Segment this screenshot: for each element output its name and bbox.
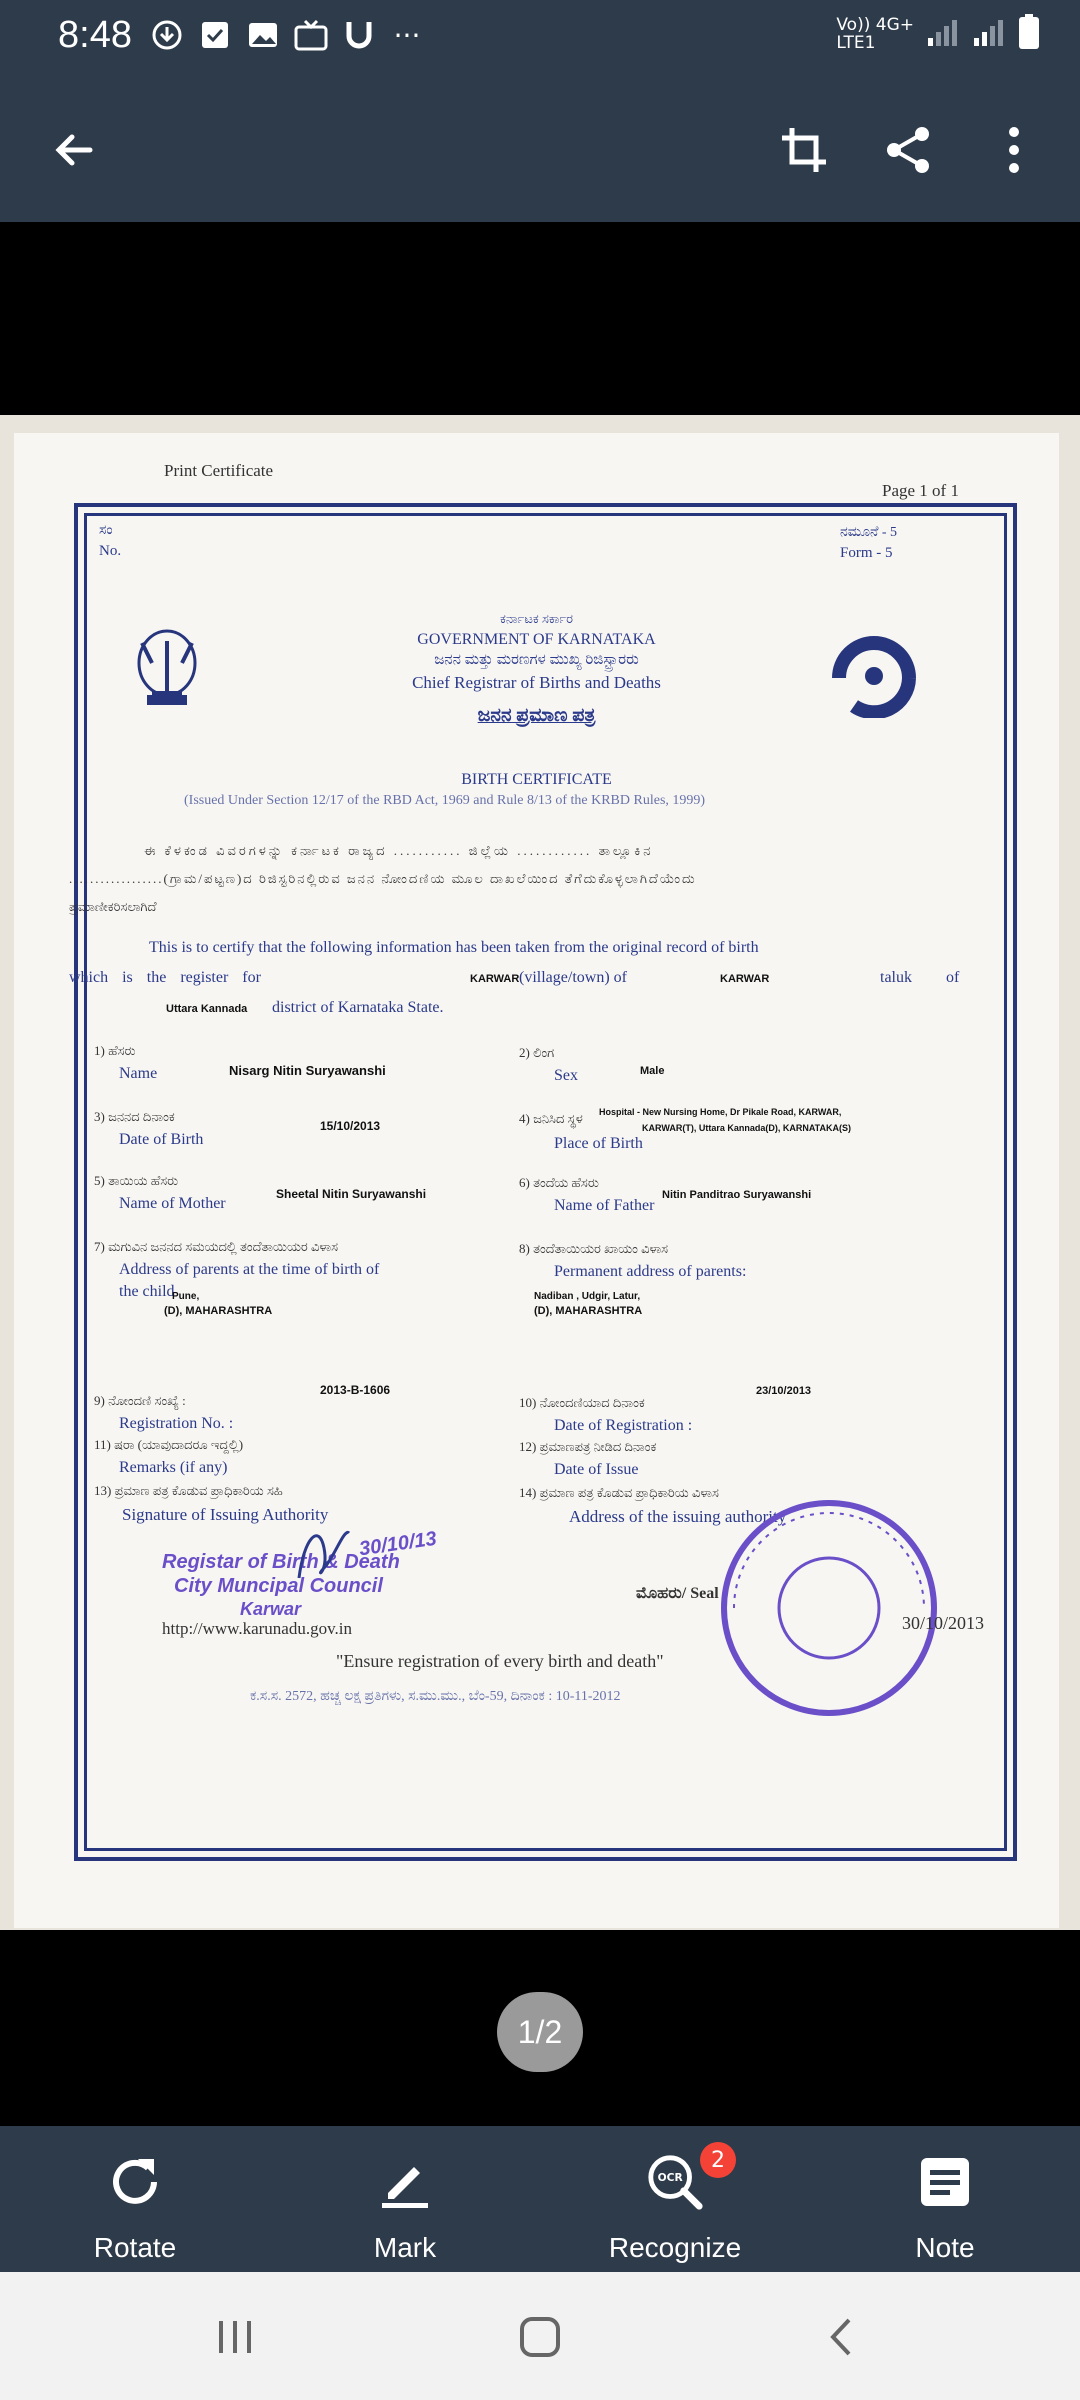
network-top: Vo)) 4G+ bbox=[836, 15, 914, 35]
f5-kn: 5) ತಾಯಿಯ ಹೆಸರು bbox=[94, 1173, 179, 1188]
f6-label: Name of Father bbox=[554, 1197, 655, 1214]
f10-value: 23/10/2013 bbox=[756, 1385, 812, 1397]
status-time: 8:48 bbox=[58, 14, 132, 56]
share-icon bbox=[882, 124, 934, 176]
f4-value-1: Hospital - New Nursing Home, Dr Pikale Road, KARWAR, bbox=[599, 1107, 842, 1117]
share-button[interactable] bbox=[866, 108, 950, 192]
f4-value-2: KARWAR(T), Uttara Kannada(D), KARNATAKA(S) bbox=[642, 1123, 851, 1133]
f13-label: Signature of Issuing Authority bbox=[122, 1505, 329, 1524]
more-notifications-icon: ··· bbox=[393, 18, 421, 52]
registrar-stamp-line-3: Karwar bbox=[240, 1599, 302, 1619]
system-back-button[interactable] bbox=[806, 2302, 876, 2372]
certify-line-2b: (village/town) of bbox=[519, 969, 627, 986]
recent-apps-button[interactable] bbox=[200, 2302, 270, 2372]
registrar-stamp-line-1: Registar of Birth & Death bbox=[162, 1551, 400, 1573]
f8-value-2: (D), MAHARASHTRA bbox=[534, 1305, 643, 1317]
u-app-icon bbox=[342, 18, 376, 52]
f2-kn: 2) ಲಿಂಗ bbox=[519, 1045, 555, 1060]
certify-line-3: district of Karnataka State. bbox=[272, 999, 444, 1016]
f7-label-1: Address of parents at the time of birth of bbox=[119, 1261, 380, 1278]
f5-value: Sheetal Nitin Suryawanshi bbox=[276, 1187, 427, 1201]
f12-label: Date of Issue bbox=[554, 1461, 639, 1478]
issue-date: 30/10/2013 bbox=[902, 1613, 985, 1633]
f10-label: Date of Registration : bbox=[554, 1417, 693, 1434]
form-label: Form - 5 bbox=[840, 545, 893, 561]
f6-value: Nitin Panditrao Suryawanshi bbox=[662, 1189, 812, 1201]
home-icon bbox=[517, 2314, 563, 2360]
f2-label: Sex bbox=[554, 1067, 578, 1084]
network-label bbox=[836, 16, 914, 52]
f1-label: Name bbox=[119, 1065, 158, 1082]
battery-icon bbox=[1018, 14, 1040, 54]
f8-label: Permanent address of parents: bbox=[554, 1263, 747, 1280]
seal-label: ಮೊಹರು/ Seal bbox=[636, 1585, 719, 1602]
svg-text:OCR: OCR bbox=[657, 2171, 683, 2185]
f7-value-2: (D), MAHARASHTRA bbox=[164, 1305, 273, 1317]
bottom-action-bar bbox=[0, 2126, 1080, 2272]
f9-value: 2013-B-1606 bbox=[320, 1383, 391, 1397]
page-indicator: 1/2 bbox=[497, 1992, 583, 2072]
note-icon bbox=[915, 2152, 975, 2212]
note-button[interactable] bbox=[810, 2126, 1080, 2272]
f3-value: 15/10/2013 bbox=[320, 1119, 381, 1133]
signature-date: 30/10/13 bbox=[357, 1527, 438, 1561]
f3-kn: 3) ಜನನದ ದಿನಾಂಕ bbox=[94, 1109, 175, 1124]
more-options-button[interactable] bbox=[972, 108, 1056, 192]
ocr-icon bbox=[645, 2152, 705, 2212]
certify-district: Uttara Kannada bbox=[166, 1003, 248, 1015]
system-icons bbox=[836, 14, 1040, 54]
f7-kn: 7) ಮಗುವಿನ ಜನನದ ಸಮಯದಲ್ಲಿ ತಂದೆತಾಯಿಯರ ವಿಳಾಸ bbox=[94, 1239, 338, 1254]
f5-label: Name of Mother bbox=[119, 1195, 226, 1212]
mark-button[interactable] bbox=[270, 2126, 540, 2272]
registrar-kn: ಜನನ ಮತ್ತು ಮರಣಗಳ ಮುಖ್ಯ ರಿಜಿಸ್ಟ್ರಾರರು bbox=[434, 652, 639, 668]
kn-line-2: ..................(ಗ್ರಾಮ/ಪಟ್ಟಣ)ದ ರಿಜಿಸ್ಟರಿನಲ್ಲಿರುವ ಜನನ ನೋಂದಣಿಯ ಮೂಲ ದಾಖಲೆಯಿಂದ ತೆಗೆದುಕೊಳ್ಳಲಾಗಿದೆಯೆಂದು bbox=[69, 871, 697, 886]
signal-icon bbox=[926, 16, 960, 52]
chevron-left-icon bbox=[821, 2314, 861, 2360]
f8-kn: 8) ತಂದೆತಾಯಿಯರ ಖಾಯಂ ವಿಳಾಸ bbox=[519, 1241, 669, 1256]
certify-village: KARWAR bbox=[470, 973, 520, 985]
form-kn: ನಮೂನೆ - 5 bbox=[840, 525, 898, 540]
certify-line-2a: which is the register for bbox=[69, 969, 261, 986]
recognize-label: Recognize bbox=[608, 2232, 742, 2263]
back-button[interactable] bbox=[32, 108, 116, 192]
checkbox-icon bbox=[198, 18, 232, 52]
certify-taluk: KARWAR bbox=[720, 973, 770, 985]
f7-value-1: Pune, bbox=[172, 1291, 200, 1302]
f10-kn: 10) ನೋಂದಣಿಯಾದ ದಿನಾಂಕ bbox=[519, 1395, 645, 1410]
download-icon bbox=[150, 18, 184, 52]
f12-kn: 12) ಪ್ರಮಾಣಪತ್ರ ನೀಡಿದ ದಿನಾಂಕ bbox=[519, 1439, 657, 1454]
rotate-label: Rotate bbox=[93, 2232, 177, 2263]
f2-value: Male bbox=[640, 1065, 665, 1077]
mark-label: Mark bbox=[373, 2232, 437, 2263]
registrar-en: Chief Registrar of Births and Deaths bbox=[412, 673, 661, 692]
no-label: No. bbox=[99, 543, 122, 559]
cert-en: BIRTH CERTIFICATE bbox=[461, 771, 612, 788]
document-image[interactable] bbox=[0, 415, 1080, 1930]
status-bar bbox=[0, 0, 1080, 76]
website: http://www.karunadu.gov.in bbox=[162, 1619, 352, 1638]
no-kn: ಸಂ bbox=[99, 523, 113, 538]
f11-label: Remarks (if any) bbox=[119, 1459, 228, 1476]
round-seal-icon bbox=[714, 1493, 944, 1727]
crop-icon bbox=[778, 124, 830, 176]
f4-kn: 4) ಜನಿಸಿದ ಸ್ಥಳ bbox=[519, 1111, 583, 1126]
pen-icon bbox=[375, 2152, 435, 2212]
cert-kn: ಜನನ ಪ್ರಮಾಣ ಪತ್ರ bbox=[477, 705, 596, 726]
system-nav-bar bbox=[0, 2272, 1080, 2400]
ensure-text: "Ensure registration of every birth and death" bbox=[336, 1651, 664, 1671]
more-vertical-icon bbox=[1004, 124, 1024, 176]
f11-kn: 11) ಷರಾ (ಯಾವುದಾದರೂ ಇದ್ದಲ್ಲಿ) bbox=[94, 1437, 244, 1452]
f1-value: Nisarg Nitin Suryawanshi bbox=[229, 1063, 386, 1078]
signature-scribble-icon bbox=[289, 1518, 359, 1592]
notification-icons bbox=[150, 18, 424, 52]
f14-kn: 14) ಪ್ರಮಾಣ ಪತ್ರ ಕೊಡುವ ಪ್ರಾಧಿಕಾರಿಯ ವಿಳಾಸ bbox=[519, 1485, 719, 1500]
f13-kn: 13) ಪ್ರಮಾಣ ಪತ್ರ ಕೊಡುವ ಪ್ರಾಧಿಕಾರಿಯ ಸಹಿ bbox=[94, 1483, 283, 1498]
gov-en: GOVERNMENT OF KARNATAKA bbox=[417, 631, 656, 648]
certify-line-1: This is to certify that the following information has been taken from the original record of birth bbox=[149, 939, 759, 956]
certify-line-2c: taluk of bbox=[880, 969, 960, 986]
rotate-button[interactable] bbox=[0, 2126, 270, 2272]
issued-under: (Issued Under Section 12/17 of the RBD Act, 1969 and Rule 8/13 of the KRBD Rules, 1999) bbox=[184, 793, 706, 808]
f1-kn: 1) ಹೆಸರು bbox=[94, 1043, 136, 1058]
rotate-icon bbox=[105, 2152, 165, 2212]
f4-label: Place of Birth bbox=[554, 1135, 643, 1152]
gallery-icon bbox=[246, 18, 280, 52]
recent-apps-icon bbox=[213, 2315, 257, 2359]
f7-label-2: the child bbox=[119, 1283, 175, 1300]
recognize-badge: 2 bbox=[700, 2142, 736, 2178]
signal-2-icon bbox=[972, 16, 1006, 52]
kn-line-3: ಪ್ರಮಾಣೀಕರಿಸಲಾಗಿದೆ bbox=[69, 899, 157, 914]
gov-kn: ಕರ್ನಾಟಕ ಸರ್ಕಾರ bbox=[500, 611, 573, 626]
recognize-button[interactable] bbox=[540, 2126, 810, 2272]
print-certificate-label: Print Certificate bbox=[164, 461, 274, 480]
f14-label: Address of the issuing authority bbox=[569, 1507, 787, 1526]
top-toolbar bbox=[0, 76, 1080, 222]
footer-text: ಕ.ಸ.ಸ. 2572, ಹಚ್ಚ ಲಕ್ಷ ಪ್ರತಿಗಳು, ಸ.ಮು.ಮು., ಬೆಂ-59, ದಿನಾಂಕ : 10-11-2012 bbox=[250, 1689, 621, 1704]
crop-button[interactable] bbox=[762, 108, 846, 192]
registrar-stamp-line-2: City Muncipal Council bbox=[174, 1575, 383, 1597]
network-bottom: LTE1 bbox=[836, 33, 876, 53]
f9-label: Registration No. : bbox=[119, 1415, 234, 1432]
kn-line-1: ಈ ಕೆಳಕಂಡ ವಿವರಗಳನ್ನು ಕರ್ನಾಟಕ ರಾಜ್ಯದ ........... ಜಿಲ್ಲೆಯ ............ ತಾಲ್ಲೂಕಿನ bbox=[144, 843, 654, 858]
arrow-left-icon bbox=[50, 126, 98, 174]
f6-kn: 6) ತಂದೆಯ ಹೆಸರು bbox=[519, 1175, 599, 1190]
tv-icon bbox=[294, 18, 328, 52]
f3-label: Date of Birth bbox=[119, 1131, 204, 1148]
page-label: Page 1 of 1 bbox=[882, 481, 959, 500]
f9-kn: 9) ನೋಂದಣಿ ಸಂಖ್ಯೆ : bbox=[94, 1393, 186, 1408]
certificate-paper bbox=[14, 433, 1059, 1928]
home-button[interactable] bbox=[505, 2302, 575, 2372]
f8-value-1: Nadiban , Udgir, Latur, bbox=[534, 1291, 641, 1302]
note-label: Note bbox=[915, 2232, 975, 2263]
